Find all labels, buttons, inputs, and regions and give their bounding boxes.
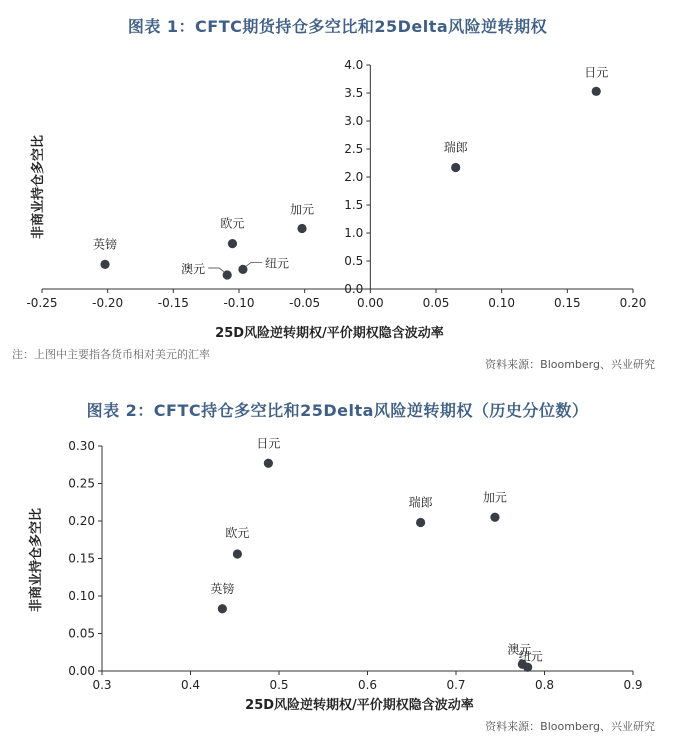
y-tick-label: 0.20 <box>68 514 95 528</box>
y-tick-label: 0.0 <box>344 282 364 296</box>
x-tick-label: 0.10 <box>488 296 516 310</box>
x-tick-label: -0.15 <box>157 296 189 310</box>
point-label: 英镑 <box>210 581 235 596</box>
y-tick-label: 1.5 <box>344 198 364 212</box>
chart1-source: 资料来源：Bloomberg、兴业研究 <box>485 358 655 371</box>
data-point <box>264 459 273 468</box>
x-tick-label: -0.25 <box>26 296 58 310</box>
x-tick-label: -0.20 <box>92 296 124 310</box>
x-tick-label: 0.05 <box>422 296 450 310</box>
y-axis-label: 非商业持仓多空比 <box>31 134 46 240</box>
y-tick-label: 0.25 <box>68 476 95 491</box>
y-axis-label: 非商业持仓多空比 <box>29 507 44 613</box>
data-point <box>523 663 532 672</box>
point-label: 澳元 <box>181 262 206 276</box>
point-label: 加元 <box>482 490 507 505</box>
x-tick-label: -0.10 <box>223 296 255 310</box>
chart1-note: 注：上图中主要指各货币相对美元的汇率 <box>12 348 210 361</box>
y-tick-label: 0.00 <box>68 664 95 678</box>
point-label: 欧元 <box>225 526 250 540</box>
y-tick-label: 4.0 <box>344 58 364 72</box>
x-axis-label: 25D风险逆转期权/平价期权隐含波动率 <box>245 698 474 713</box>
y-tick-label: 0.5 <box>344 254 364 268</box>
x-axis-label: 25D风险逆转期权/平价期权隐含波动率 <box>215 326 444 341</box>
x-tick-label: 0.4 <box>180 678 201 692</box>
chart2-source: 资料来源：Bloomberg、兴业研究 <box>485 720 655 733</box>
data-point <box>451 163 460 172</box>
data-point <box>592 87 601 96</box>
data-point <box>100 260 109 269</box>
x-tick-label: 0.8 <box>534 678 555 692</box>
point-label: 加元 <box>290 202 315 217</box>
x-tick-label: 0.6 <box>357 678 378 692</box>
point-label: 瑞郎 <box>443 140 468 155</box>
data-point <box>490 513 499 522</box>
y-tick-label: 2.0 <box>344 170 364 184</box>
x-tick-label: 0.00 <box>356 296 384 310</box>
data-point <box>416 518 425 527</box>
chart2-plot <box>0 430 675 720</box>
chart1-title: 图表 1：CFTC期货持仓多空比和25Delta风险逆转期权 <box>127 17 548 36</box>
point-label: 日元 <box>584 65 609 80</box>
data-point <box>297 224 306 233</box>
point-leader-line <box>208 268 224 272</box>
point-label: 欧元 <box>220 216 245 231</box>
x-tick-label: 0.9 <box>623 678 643 692</box>
y-tick-label: 0.30 <box>68 439 95 453</box>
point-label: 纽元 <box>264 256 289 271</box>
point-label: 英镑 <box>93 237 118 252</box>
point-leader-line <box>246 262 262 266</box>
y-tick-label: 0.15 <box>68 551 95 566</box>
x-tick-label: 0.3 <box>92 678 112 692</box>
point-label: 瑞郎 <box>408 495 433 510</box>
y-tick-label: 0.05 <box>68 626 95 641</box>
chart1-plot <box>0 55 675 345</box>
x-tick-label: 0.15 <box>553 296 581 310</box>
data-point <box>228 239 237 248</box>
x-tick-label: 0.20 <box>619 296 647 310</box>
y-tick-label: 3.5 <box>344 86 364 100</box>
x-tick-label: -0.05 <box>289 296 321 310</box>
point-label: 纽元 <box>518 649 543 664</box>
y-tick-label: 1.0 <box>344 226 364 240</box>
x-tick-label: 0.5 <box>269 678 289 692</box>
data-point <box>218 604 227 613</box>
y-tick-label: 3.0 <box>344 114 364 128</box>
y-tick-label: 0.10 <box>68 589 95 603</box>
y-tick-label: 2.5 <box>344 142 364 156</box>
x-tick-label: 0.7 <box>446 678 466 692</box>
chart2-title: 图表 2：CFTC持仓多空比和25Delta风险逆转期权（历史分位数） <box>86 401 589 420</box>
point-label: 日元 <box>256 436 281 451</box>
data-point <box>233 549 242 558</box>
point-label: 澳元 <box>507 642 532 657</box>
